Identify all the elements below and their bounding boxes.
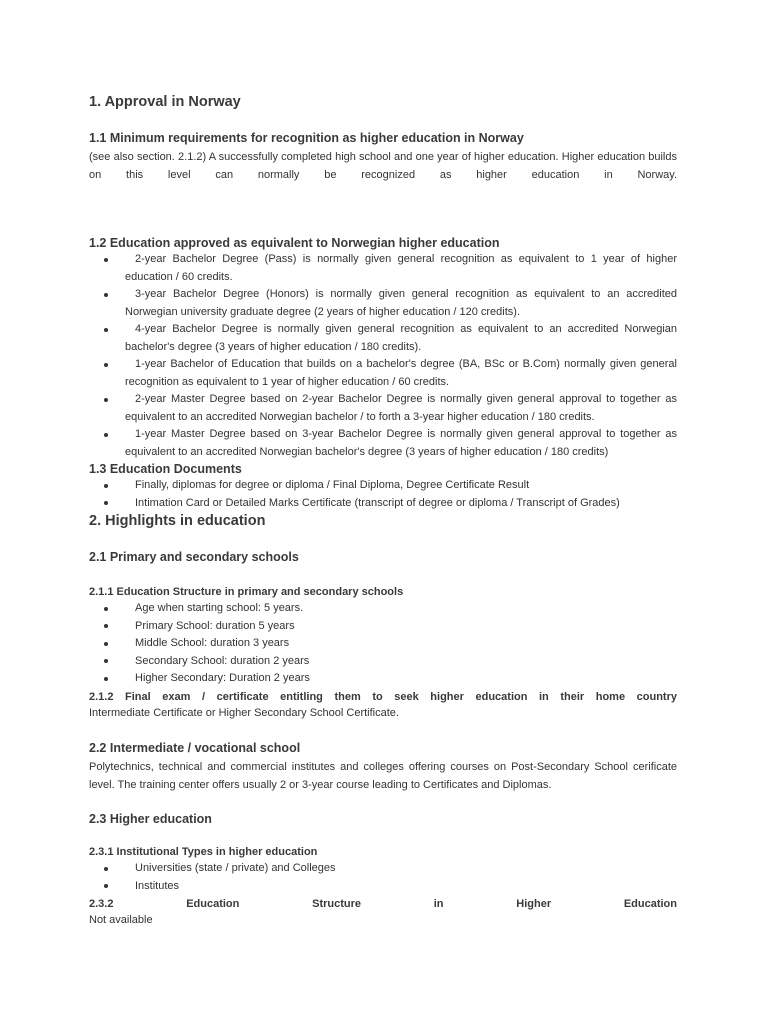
section-2-2-paragraph: Polytechnics, technical and commercial institutes and colleges offering courses on Post-Secondary School cerificate level. The training center offers usually 2 or 3-year course leading to Certificates and Diplomas. [89,761,677,791]
section-2-title: 2. Highlights in education [89,513,266,529]
list-item-text: Higher Secondary: Duration 2 years [135,672,310,684]
list-item-text: Primary School: duration 5 years [135,619,295,632]
list-item [89,670,677,688]
section-2-3 [89,811,677,827]
section-2-1-2-heading: 2.1.2 Final exam / certificate entitling them to seek higher education in their home country [89,691,677,703]
list-item [89,356,677,391]
section-2-2 [89,740,677,794]
section-2-1-2-paragraph: Intermediate Certificate or Higher Secondary School Certificate. [89,707,399,719]
section-1-3-heading: 1.3 Education Documents [89,462,242,476]
list-item [89,495,677,513]
list-item [89,321,677,356]
section-2-heading-block [89,512,677,530]
section-1-3-list [89,477,677,512]
section-2-3-1-heading: 2.3.1 Institutional Types in higher education [89,846,318,858]
section-2-1-heading: 2.1 Primary and secondary schools [89,550,299,564]
section-2-3-1-list [89,860,677,895]
list-item-text: Institutes [135,879,180,892]
list-item [89,860,677,878]
section-2-3-2-paragraph: Not available [89,914,153,926]
section-1-1-heading: 1.1 Minimum requirements for recognition as higher education in Norway [89,131,524,145]
list-item [89,286,677,321]
section-1-1-paragraph: (see also section. 2.1.2) A successfully completed high school and one year of higher education. Higher education builds on this level can normally be recognized as higher education in Norway. [89,151,677,181]
section-2-1-1-list [89,600,677,688]
list-item [89,477,677,495]
list-item-text: 3-year Bachelor Degree (Honors) is normally given general recognition as equivalent to an accredited Norwegian university graduate degree (2 years of higher education / 120 credits). [125,288,677,318]
list-item-text: Finally, diplomas for degree or diploma / Final Diploma, Degree Certificate Result [135,479,530,491]
list-item-text: 1-year Master Degree based on 3-year Bachelor Degree is normally given general approval to together as equivalent to an accredited Norwegian bachelor's degree (3 years of higher education / 180 credits) [125,428,677,458]
section-2-3-heading: 2.3 Higher education [89,812,212,826]
list-item-text: 1-year Bachelor of Education that builds on a bachelor's degree (BA, BSc or B.Com) normally given general recognition as equivalent to 1 year of higher education / 60 credits. [125,358,677,388]
section-2-3-2-heading: 2.3.2 Education Structure in Higher Education [89,898,677,910]
list-item-text: Age when starting school: 5 years. [135,602,304,614]
section-1-2-list [89,251,677,461]
list-item-text: Middle School: duration 3 years [135,637,290,649]
list-item-text: Secondary School: duration 2 years [135,654,310,667]
list-item-text: 2-year Bachelor Degree (Pass) is normally given general recognition as equivalent to 1 year of higher education / 60 credits. [125,253,677,283]
section-1-3 [89,461,677,512]
list-item-text: 4-year Bachelor Degree is normally given general recognition as equivalent to an accredited Norwegian bachelor's degree (3 years of higher education / 180 credits). [125,323,677,353]
section-1-2 [89,235,677,461]
list-item [89,653,677,671]
list-item [89,618,677,636]
list-item [89,878,677,896]
section-1-1 [89,130,677,184]
list-item [89,426,677,461]
section-2-1 [89,549,677,565]
section-2-3-1 [89,844,677,895]
section-2-1-2 [89,689,677,723]
list-item-text: Universities (state / private) and Colleges [135,862,336,874]
section-2-1-1 [89,584,677,688]
section-2-1-1-heading: 2.1.1 Education Structure in primary and secondary schools [89,586,404,598]
section-1-2-heading: 1.2 Education approved as equivalent to Norwegian higher education [89,236,500,250]
list-item [89,391,677,426]
section-1-title: 1. Approval in Norway [89,94,241,110]
list-item-text: 2-year Master Degree based on 2-year Bachelor Degree is normally given general approval to together as equivalent to an accredited Norwegian bachelor / to forth a 3-year higher education / 180 credits. [125,393,677,423]
list-item-text: Intimation Card or Detailed Marks Certificate (transcript of degree or diploma / Transcript of Grades) [135,496,620,509]
list-item [89,600,677,618]
section-2-2-heading: 2.2 Intermediate / vocational school [89,741,301,755]
section-1-heading-block [89,93,677,111]
list-item [89,635,677,653]
list-item [89,251,677,286]
section-2-3-2 [89,896,677,930]
